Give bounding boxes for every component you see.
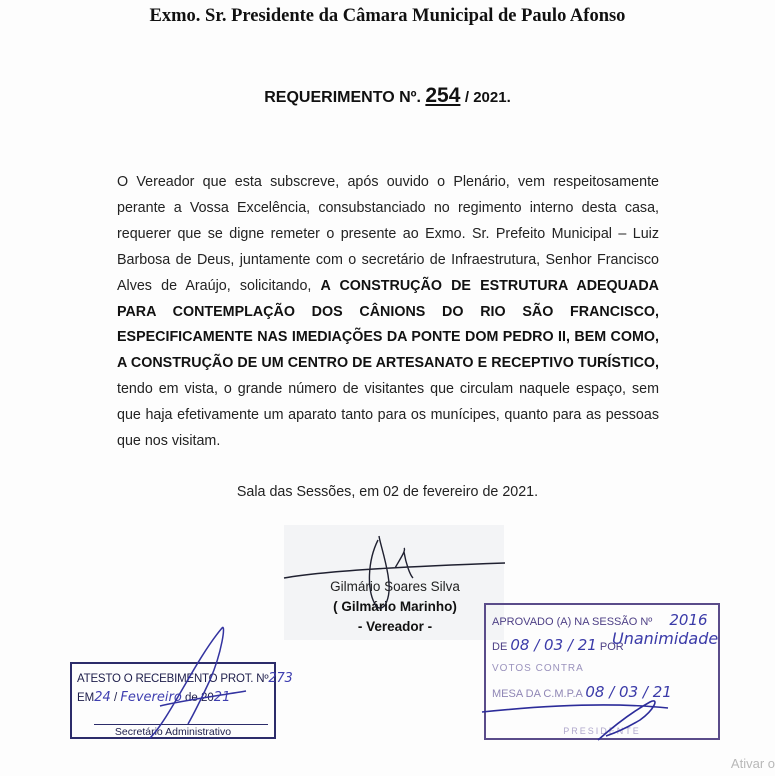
requerimento-number: 254: [425, 84, 461, 107]
approval-mesa-date: 08 / 03 / 21: [585, 683, 672, 701]
approval-date: 08 / 03 / 21: [510, 636, 597, 654]
approval-mesa-label: MESA DA C.M.P.A: [492, 688, 583, 700]
protocol-number: 273: [268, 671, 293, 686]
receipt-signature-line: [94, 724, 268, 725]
receipt-stamp-line2: EM24 / Fevereiro de 2021: [77, 690, 231, 705]
body-intro: O Vereador que esta subscreve, após ouvido o Plenário, vem respeitosamente perante a Vossa Excelência, consubstanciado no regimento interno desta casa, requerer que se digne remeter o presente ao Exmo. Sr. Prefeito Municipal – Luiz Barbosa de Deus, juntamente com o secretário de Infraestrutura, Senhor Francisco Alves de Araújo, solicitando,: [117, 174, 659, 294]
receipt-year: 21: [213, 690, 231, 705]
approval-line1: [492, 611, 708, 629]
signer-nickname: ( Gilmário Marinho): [333, 599, 457, 614]
signer-name: Gilmário Soares Silva: [330, 579, 460, 594]
receipt-day: 24: [94, 690, 111, 705]
requerimento-year: / 2021.: [464, 89, 511, 106]
approval-session-label: APROVADO (A) NA SESSÃO Nº: [492, 616, 653, 628]
requerimento-label: REQUERIMENTO Nº.: [264, 89, 421, 106]
signer-role: - Vereador -: [357, 619, 433, 634]
approval-por-label: POR: [599, 641, 624, 653]
addressee-header: Exmo. Sr. Presidente da Câmara Municipal de Paulo Afonso: [149, 6, 626, 26]
windows-activation-watermark: Ativar o: [730, 756, 775, 771]
approval-result: Unanimidade: [612, 629, 719, 648]
approval-line2: [492, 636, 624, 654]
approval-footer: PRESIDENTE: [563, 726, 641, 736]
approval-votes-against: VOTOS CONTRA: [492, 663, 584, 674]
receipt-stamp: [70, 662, 293, 739]
receipt-month: Fevereiro: [120, 690, 182, 705]
receipt-year-label: de 20: [185, 692, 214, 704]
requerimento-title: [0, 84, 775, 108]
body-closing: tendo em vista, o grande número de visitantes que circulam naquele espaço, sem que haja efetivamente um aparato tanto para os munícipes, quanto para as pessoas que nos visitam.: [117, 381, 659, 450]
request-body: [117, 170, 659, 455]
receipt-stamp-line1: [77, 671, 293, 686]
approval-line4: [492, 683, 672, 701]
receipt-em-label: EM: [77, 692, 95, 704]
place-date: Sala das Sessões, em 02 de fevereiro de 2021.: [236, 484, 539, 500]
approval-session-number: 2016: [669, 611, 708, 629]
approval-de-label: DE: [492, 641, 508, 653]
approval-stamp: [484, 603, 720, 740]
body-emphasis: A CONSTRUÇÃO DE ESTRUTURA ADEQUADA PARA CONTEMPLAÇÃO DOS CÂNIONS DO RIO SÃO FRANCISCO, ESPECIFICAMENTE NAS IMEDIAÇÕES DA PONTE DOM PEDRO II, BEM COMO, A CONSTRUÇÃO DE UM CENTRO DE ARTESANATO E RECEPTIVO TURÍSTICO,: [117, 277, 659, 372]
receipt-footer: Secretário Administrativo: [114, 726, 232, 738]
signature-block: [280, 577, 510, 637]
receipt-label: ATESTO O RECEBIMENTO PROT. Nº: [77, 673, 269, 685]
